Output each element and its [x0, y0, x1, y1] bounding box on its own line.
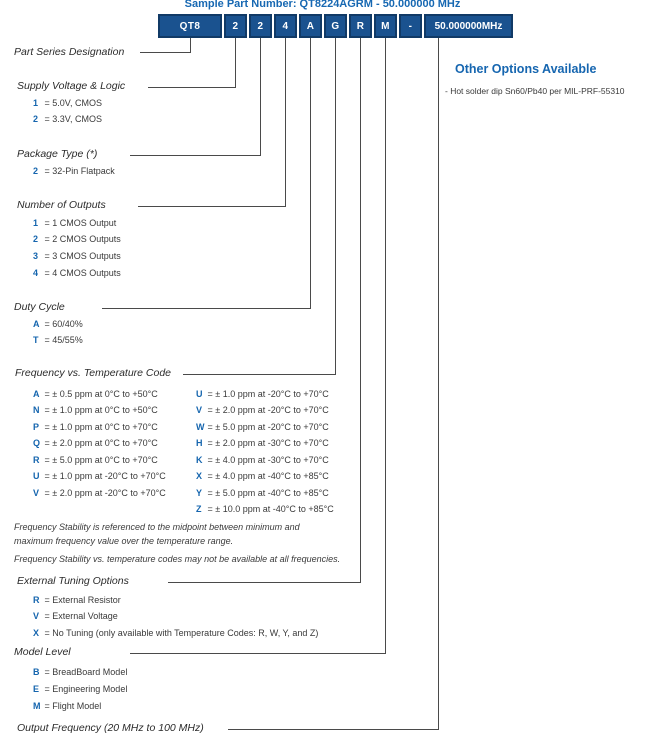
- option-desc: = 2 CMOS Outputs: [44, 234, 121, 244]
- option-code: 2: [33, 166, 39, 176]
- other-options-item: - Hot solder dip Sn60/Pb40 per MIL-PRF-55310: [445, 86, 625, 96]
- option-duty-t: [33, 335, 83, 345]
- option-desc: = ± 2.0 ppm at -30°C to +70°C: [207, 438, 329, 448]
- option-code: U: [33, 471, 40, 481]
- option-desc: = 3 CMOS Outputs: [44, 251, 121, 261]
- option-desc: = ± 4.0 ppm at -40°C to +85°C: [207, 471, 329, 481]
- freq-stability-note-2: Frequency Stability vs. temperature codes may not be available at all frequencies.: [14, 554, 341, 564]
- part-box-duty: A: [299, 14, 322, 38]
- option-desc: = ± 5.0 ppm at 0°C to +70°C: [44, 455, 158, 465]
- option-desc: = BreadBoard Model: [44, 667, 128, 677]
- option-desc: = ± 1.0 ppm at -20°C to +70°C: [207, 389, 329, 399]
- option-code: Q: [33, 438, 41, 448]
- option-ft-left-v: [33, 488, 166, 498]
- option-model-m: [33, 701, 101, 711]
- option-desc: = 4 CMOS Outputs: [44, 268, 121, 278]
- option-desc: = Engineering Model: [44, 684, 128, 694]
- option-ft-right-u: [196, 389, 329, 399]
- heading-outputs: Number of Outputs: [17, 199, 106, 211]
- part-box-series: QT8: [158, 14, 222, 38]
- option-code: U: [196, 389, 203, 399]
- option-desc: = Flight Model: [44, 701, 102, 711]
- option-code: 3: [33, 251, 39, 261]
- option-code: A: [33, 389, 40, 399]
- part-box-tuning: R: [349, 14, 372, 38]
- option-outputs-1: [33, 218, 116, 228]
- option-outputs-3: [33, 251, 121, 261]
- option-ft-right-z: [196, 504, 334, 514]
- option-supply-1: [33, 98, 102, 108]
- option-code: V: [33, 488, 40, 498]
- option-ft-right-k: [196, 455, 329, 465]
- other-options-heading: Other Options Available: [455, 62, 597, 76]
- option-ft-right-w: [196, 422, 329, 432]
- option-code: K: [196, 455, 203, 465]
- heading-part-series: Part Series Designation: [14, 46, 125, 58]
- option-ft-left-u: [33, 471, 166, 481]
- option-tuning-x: [33, 628, 318, 638]
- option-ft-right-x: [196, 471, 329, 481]
- part-box-model: M: [374, 14, 397, 38]
- option-code: T: [33, 335, 39, 345]
- option-desc: = 1 CMOS Output: [44, 218, 117, 228]
- option-desc: = 60/40%: [44, 319, 83, 329]
- option-ft-right-v: [196, 405, 329, 415]
- option-code: 2: [33, 234, 39, 244]
- option-duty-a: [33, 319, 83, 329]
- option-code: M: [33, 701, 41, 711]
- part-box-dash: -: [399, 14, 422, 38]
- heading-tuning: External Tuning Options: [17, 575, 129, 587]
- option-tuning-v: [33, 611, 118, 621]
- option-model-b: [33, 667, 127, 677]
- option-desc: = ± 4.0 ppm at -30°C to +70°C: [207, 455, 329, 465]
- part-number-box-row: [158, 14, 513, 38]
- heading-output-freq: Output Frequency (20 MHz to 100 MHz): [17, 722, 204, 734]
- option-code: 1: [33, 218, 39, 228]
- option-desc: = ± 2.0 ppm at -20°C to +70°C: [207, 405, 329, 415]
- option-desc: = ± 10.0 ppm at -40°C to +85°C: [207, 504, 334, 514]
- part-box-frequency: 50.000000MHz: [424, 14, 513, 38]
- sample-part-number-title: Sample Part Number: QT8224AGRM - 50.000000 MHz: [184, 0, 461, 10]
- part-box-freqtemp: G: [324, 14, 347, 38]
- option-outputs-2: [33, 234, 121, 244]
- option-supply-2: [33, 114, 102, 124]
- option-code: Y: [196, 488, 203, 498]
- option-code: Z: [196, 504, 202, 514]
- option-desc: = 5.0V, CMOS: [44, 98, 102, 108]
- option-code: N: [33, 405, 40, 415]
- option-code: 4: [33, 268, 39, 278]
- option-code: X: [33, 628, 40, 638]
- part-box-supply: 2: [224, 14, 247, 38]
- option-ft-right-h: [196, 438, 329, 448]
- connector-output-freq: [228, 38, 439, 730]
- option-desc: = External Resistor: [44, 595, 121, 605]
- heading-model: Model Level: [14, 646, 71, 658]
- heading-package: Package Type (*): [17, 148, 98, 160]
- option-desc: = 32-Pin Flatpack: [44, 166, 115, 176]
- option-code: P: [33, 422, 40, 432]
- option-code: V: [196, 405, 203, 415]
- option-model-e: [33, 684, 127, 694]
- part-box-package: 2: [249, 14, 272, 38]
- option-outputs-4: [33, 268, 121, 278]
- option-desc: = ± 1.0 ppm at 0°C to +70°C: [44, 422, 158, 432]
- freq-stability-note-1: Frequency Stability is referenced to the midpoint between minimum and maximum frequency value over the temperature range.: [14, 522, 300, 546]
- option-package-2: [33, 166, 115, 176]
- option-desc: = ± 2.0 ppm at -20°C to +70°C: [44, 488, 166, 498]
- option-code: 1: [33, 98, 39, 108]
- option-ft-left-n: [33, 405, 158, 415]
- option-tuning-r: [33, 595, 121, 605]
- option-desc: = ± 1.0 ppm at -20°C to +70°C: [44, 471, 166, 481]
- option-ft-left-a: [33, 389, 158, 399]
- heading-supply: Supply Voltage & Logic: [17, 80, 126, 92]
- option-code: W: [196, 422, 205, 432]
- option-ft-left-p: [33, 422, 158, 432]
- heading-freq-temp: Frequency vs. Temperature Code: [15, 367, 172, 379]
- option-desc: = No Tuning (only available with Temperature Codes: R, W, Y, and Z): [44, 628, 319, 638]
- option-desc: = ± 1.0 ppm at 0°C to +50°C: [44, 405, 158, 415]
- part-box-outputs: 4: [274, 14, 297, 38]
- option-code: 2: [33, 114, 39, 124]
- option-code: V: [33, 611, 40, 621]
- option-code: E: [33, 684, 40, 694]
- option-code: R: [33, 595, 40, 605]
- option-desc: = ± 5.0 ppm at -40°C to +85°C: [207, 488, 329, 498]
- option-ft-left-q: [33, 438, 158, 448]
- option-code: A: [33, 319, 40, 329]
- option-desc: = ± 5.0 ppm at -20°C to +70°C: [207, 422, 329, 432]
- option-code: H: [196, 438, 203, 448]
- option-desc: = 45/55%: [44, 335, 83, 345]
- option-code: R: [33, 455, 40, 465]
- option-desc: = ± 0.5 ppm at 0°C to +50°C: [44, 389, 158, 399]
- option-code: X: [196, 471, 203, 481]
- heading-duty: Duty Cycle: [14, 301, 65, 313]
- option-code: B: [33, 667, 40, 677]
- option-desc: = ± 2.0 ppm at 0°C to +70°C: [44, 438, 158, 448]
- option-desc: = External Voltage: [44, 611, 118, 621]
- option-ft-left-r: [33, 455, 158, 465]
- option-desc: = 3.3V, CMOS: [44, 114, 102, 124]
- option-ft-right-y: [196, 488, 329, 498]
